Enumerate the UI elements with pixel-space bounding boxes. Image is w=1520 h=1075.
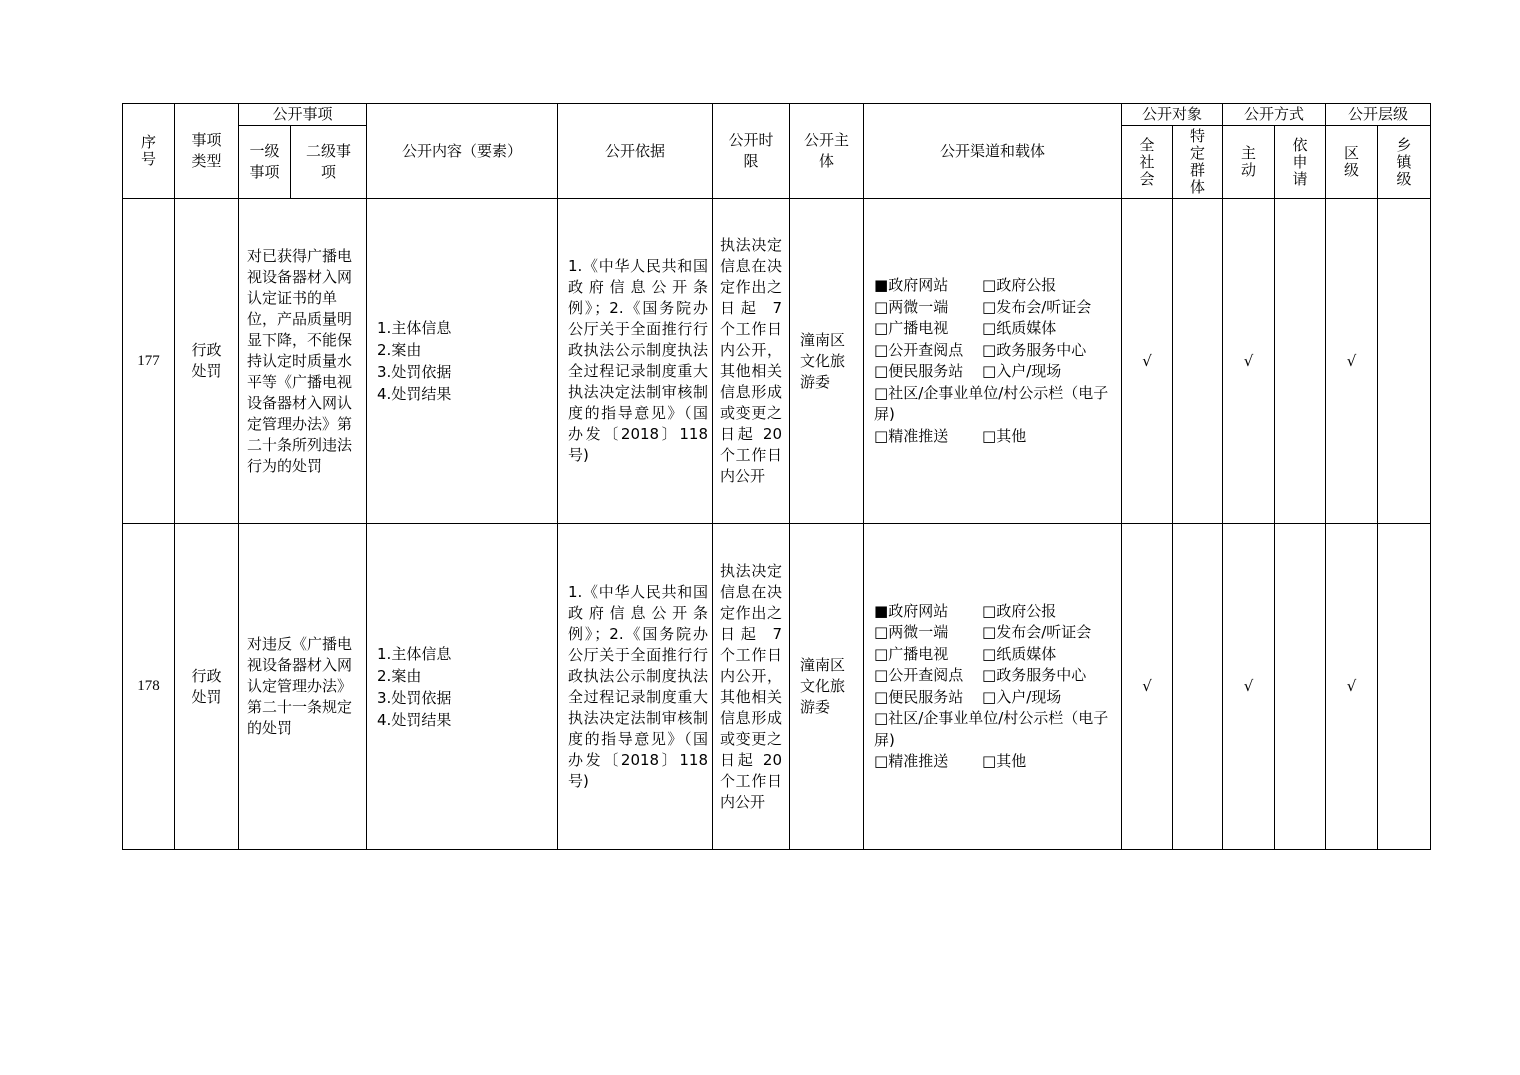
row-seq: 177 [123,199,175,524]
row-basis: 1.《中华人民共和国政府信息公开条例》；2.《国务院办公厅关于全面推行行政执法公示制度执法全过程记录制度重大执法决定法制审核制度的指导意见》（国办发〔2018〕118号) [558,524,713,850]
row-method-request [1275,199,1326,524]
channel-row-wide: □社区/企事业单位/村公示栏（电子屏) [874,383,1109,423]
row-type: 行政处罚 [175,524,239,850]
row-target-all: √ [1122,199,1173,524]
row-level-district: √ [1326,199,1378,524]
channel-row: □公开查阅点 □政务服务中心 [874,666,1087,684]
header-content: 公开内容（要素） [367,104,558,199]
header-method: 公开方式 [1223,104,1326,126]
table-row [123,524,1431,850]
header-level2: 二级事项 [291,126,367,199]
row-target-specific [1173,524,1223,850]
channel-row: □广播电视 □纸质媒体 [874,319,1057,337]
row-type: 行政处罚 [175,199,239,524]
content-line: 4.处罚结果 [377,385,452,403]
channel-row: □两微一端 □发布会/听证会 [874,623,1092,641]
header-channel: 公开渠道和载体 [864,104,1122,199]
header-method-active: 主动 [1223,126,1275,199]
header-target-specific: 特定群体 [1173,126,1223,199]
row-method-active: √ [1223,524,1275,850]
header-seq: 序号 [123,104,175,199]
channel-row: □便民服务站 □入户/现场 [874,687,1062,706]
channel-row: □公开查阅点 □政务服务中心 [874,340,1087,359]
header-target-all: 全社会 [1122,126,1173,199]
header-basis: 公开依据 [558,104,713,199]
row-subject: 潼南区文化旅游委 [790,199,864,524]
content-line: 2.案由 [377,341,422,359]
header-subject: 公开主体 [790,104,864,199]
content-line: 3.处罚依据 [377,363,452,381]
channel-row: □便民服务站 □入户/现场 [874,362,1062,380]
row-method-request [1275,524,1326,850]
row-channels [864,199,1122,524]
row-subject: 潼南区文化旅游委 [790,524,864,850]
header-method-request: 依申请 [1275,126,1326,199]
row-method-active: √ [1223,199,1275,524]
content-line: 3.处罚依据 [377,688,452,707]
content-line: 1.主体信息 [377,319,452,337]
header-public-items: 公开事项 [239,104,367,126]
header-target: 公开对象 [1122,104,1223,126]
row-channels [864,524,1122,850]
channel-row-wide: □社区/企事业单位/村公示栏（电子屏) [874,709,1109,749]
row-item: 对已获得广播电视设备器材入网认定证书的单位，产品质量明显下降，不能保持认定时质量水平等《广播电视设备器材入网认定管理办法》第二十条所列违法行为的处罚 [239,199,367,524]
row-level-town [1378,199,1431,524]
channel-row: □两微一端 □发布会/听证会 [874,297,1092,316]
header-level-town: 乡镇级 [1378,126,1431,199]
row-item: 对违反《广播电视设备器材入网认定管理办法》第二十一条规定的处罚 [239,524,367,850]
row-time-limit: 执法决定信息在决定作出之日起 7 个工作日内公开，其他相关信息形成或变更之日起 20 个工作日内公开 [713,199,790,524]
channel-row: □精准推送 □其他 [874,426,1027,445]
header-level1: 一级事项 [239,126,291,199]
content-line: 1.主体信息 [377,644,452,663]
table-row [123,199,1431,524]
row-time-limit: 执法决定信息在决定作出之日起 7 个工作日内公开，其他相关信息形成或变更之日起 20 个工作日内公开 [713,524,790,850]
channel-row: ■政府网站 □政府公报 [874,276,1057,294]
row-content [367,524,558,850]
header-level: 公开层级 [1326,104,1431,126]
row-seq: 178 [123,524,175,850]
row-content [367,199,558,524]
row-target-all: √ [1122,524,1173,850]
header-level-district: 区级 [1326,126,1378,199]
disclosure-table [122,103,1431,850]
header-time-limit: 公开时限 [713,104,790,199]
channel-row: □精准推送 □其他 [874,752,1027,770]
row-level-district: √ [1326,524,1378,850]
content-line: 2.案由 [377,666,422,685]
row-level-town [1378,524,1431,850]
content-line: 4.处罚结果 [377,710,452,729]
header-type: 事项类型 [175,104,239,199]
row-target-specific [1173,199,1223,524]
channel-row: □广播电视 □纸质媒体 [874,644,1057,663]
channel-row: ■政府网站 □政府公报 [874,601,1057,620]
row-basis: 1.《中华人民共和国政府信息公开条例》；2.《国务院办公厅关于全面推行行政执法公示制度执法全过程记录制度重大执法决定法制审核制度的指导意见》（国办发〔2018〕118号) [558,199,713,524]
